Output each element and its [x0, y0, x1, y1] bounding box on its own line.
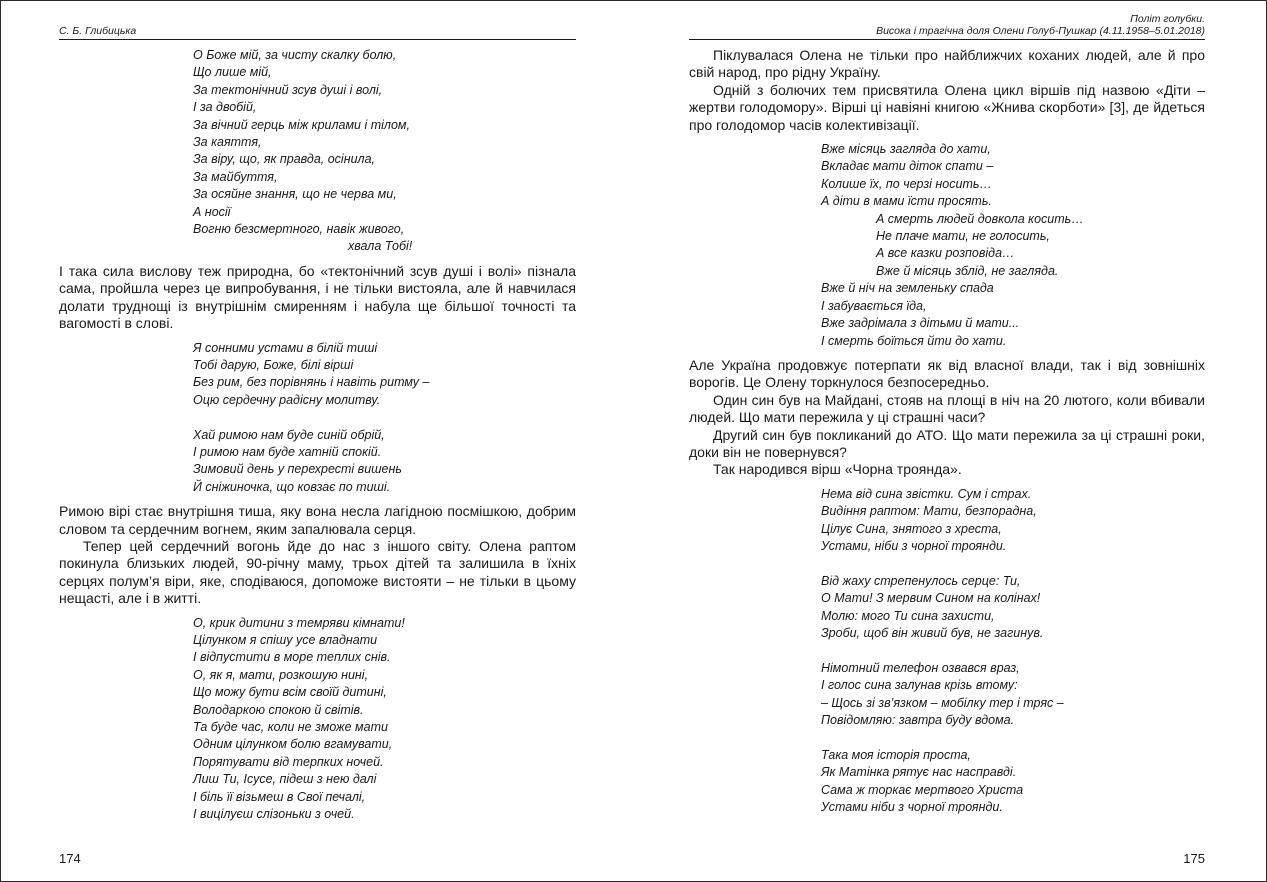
poem-line: О Боже мій, за чисту скалку болю, [193, 48, 397, 62]
poem-line: Сама ж торкає мертвого Христа [821, 782, 1024, 797]
poem-line: За віру, що, як правда, осінила, [193, 152, 376, 167]
poem-line: О, крик дитини з темряви кімнати! [193, 615, 405, 630]
right-page-number: 175 [1183, 851, 1205, 866]
right-page [689, 1, 1205, 881]
left-paragraph-1: І така сила вислову теж природна, бо «тектонічний зсув душі і волі» пізнала сама, пройшла через це випробування, і не тільки вистояла, але й навчилася долати труднощі із внутрішнім смиренням і набула ще більшої точності та вагомості в слові. [59, 262, 576, 332]
poem-line: Вже й ніч на земленьку спада [821, 281, 994, 296]
left-poem-3 [59, 615, 576, 824]
poem-line: А все казки розповіда… [876, 246, 1015, 261]
poem-line: І біль її візьмеш в Свої печалі, [193, 789, 366, 804]
poem-line: А діти в мами їсти просять. [821, 194, 992, 209]
left-running-header: С. Б. Глибицька [59, 25, 576, 40]
poem-line: Вкладає мати діток спати – [821, 159, 994, 174]
poem-line: А смерть людей довкола косить… [876, 211, 1084, 226]
right-header-line-1: Політ голубки. [1130, 13, 1205, 25]
poem-line: Володаркою спокою й світів. [193, 702, 364, 717]
poem-line: І вицілуєш слізоньки з очей. [193, 807, 355, 822]
poem-line: Вже й місяць зблід, не загляда. [876, 263, 1059, 278]
poem-line: Хай римою нам буде синій обрій, [193, 427, 385, 442]
poem-line: І римою нам буде хатній спокій. [193, 444, 382, 459]
poem-line: Молю: мого Ти сина захисти, [821, 608, 995, 623]
poem-line: І забувається їда, [821, 298, 927, 313]
right-paragraph-4: Один син був на Майдані, стояв на площі в ніч на 20 лютого, коли вбивали людей. Що мати пережила у ці страшні часи? [689, 391, 1205, 426]
poem-line: За тектонічний зсув душі і волі, [193, 82, 383, 97]
poem-line: Вогню безсмертного, навік живого, [193, 222, 405, 237]
poem-line: Порятувати від терпких ночей. [193, 754, 384, 769]
left-poem-2 [59, 340, 576, 497]
poem-line: хвала Тобі! [348, 239, 413, 254]
poem-line: Устами ніби з чорної троянди. [821, 800, 1003, 815]
poem-line: Що лише мій, [193, 65, 272, 80]
left-paragraph-2: Римою вірі стає внутрішня тиша, яку вона несла лагідною посмішкою, добрим словом та сердечним вогнем, яким запалювала серця. [59, 503, 576, 537]
poem-line: Від жаху стрепенулось серце: Ти, [821, 573, 1021, 588]
poem-line: За майбуття, [193, 169, 278, 184]
poem-line: Лиш Ти, Ісусе, підеш з нею далі [193, 772, 377, 787]
right-paragraph-3: Але Україна продовжує потерпати як від власної влади, так і від зовнішніх ворогів. Це Олену торкнулося безпосередньо. [689, 356, 1205, 391]
poem-line: І голос сина залунав крізь втому: [821, 678, 1018, 693]
left-poem-1 [59, 47, 576, 256]
poem-line: Цілунком я спішу усе владнати [193, 632, 378, 647]
left-page-number: 174 [59, 851, 81, 866]
right-paragraph-2: Одній з болючих тем присвятила Олена цикл віршів під назвою «Діти – жертви голодомору». Вірші ці навіяні книгою «Жнива скорботи» [3], де йдеться про голодомор часів колективізації. [689, 81, 1205, 133]
poem-line: О Мати! З мервим Сином на колінах! [821, 591, 1041, 606]
poem-line: Та буде час, коли не зможе мати [193, 720, 388, 735]
poem-line: Зимовий день у перехресті вишень [193, 462, 402, 477]
poem-line: Тобі дарую, Боже, білі вірші [193, 357, 354, 372]
poem-line: Вже місяць загляда до хати, [821, 142, 991, 157]
right-paragraph-6: Так народився вірш «Чорна троянда». [713, 461, 962, 478]
poem-line: Одним цілунком болю вгамувати, [193, 737, 393, 752]
right-poem-2 [689, 486, 1205, 817]
poem-line: І відпустити в море теплих снів. [193, 650, 391, 665]
poem-line: І за двобій, [193, 100, 257, 115]
poem-line: Я сонними устами в білій тиші [193, 340, 378, 355]
poem-line: Видіння раптом: Мати, безпорадна, [821, 504, 1037, 519]
poem-line: І смерть боїться йти до хати. [821, 333, 1007, 348]
right-header-line-2: Висока і трагічна доля Олени Голуб-Пушкар (4.11.1958–5.01.2018) [876, 25, 1205, 37]
poem-line: Цілує Сина, знятого з хреста, [821, 521, 1002, 536]
right-poem-1 [689, 141, 1205, 350]
poem-line: Німотний телефон озвався враз, [821, 660, 1020, 675]
poem-line: Колише їх, по черзі носить… [821, 176, 992, 191]
poem-line: Така моя історія проста, [821, 747, 971, 762]
left-paragraph-3: Тепер цей сердечний вогонь йде до нас з іншого світу. Олена раптом покинула близьких людей, 90-річну маму, трьох дітей та залишила в їхніх серцях полум’я віри, яке, сподіваюся, допоможе вистояти – не тільки в цьому нещасті, але і в житті. [59, 537, 576, 607]
left-page-body [59, 47, 576, 823]
left-page [59, 1, 576, 881]
right-running-header [689, 13, 1205, 40]
poem-line: Як Матінка рятує нас насправді. [821, 765, 1017, 780]
poem-line: Оцю сердечну радісну молитву. [193, 392, 381, 407]
poem-line: Й сніжиночка, що ковзає по тиші. [193, 479, 391, 494]
poem-line: Вже задрімала з дітьми й мати... [821, 316, 1020, 331]
poem-line: За каяття, [193, 135, 262, 150]
poem-line: Устами, ніби з чорної троянди. [821, 538, 1007, 553]
right-paragraph-1: Піклувалася Олена не тільки про найближчих коханих людей, але й про свій народ, про рідну Україну. [689, 47, 1205, 81]
poem-line: Зроби, щоб він живий був, не загинув. [821, 625, 1044, 640]
right-page-body [689, 47, 1205, 816]
poem-line: О, як я, мати, розкошую нині, [193, 667, 369, 682]
poem-line: Повідомляю: завтра буду вдома. [821, 713, 1015, 727]
poem-line: За осяйне знання, що не черва ми, [193, 187, 397, 202]
poem-line: – Щось зі зв’язком – мобілку тер і тряс – [821, 695, 1064, 710]
poem-line: Що можу бути всім своїй дитині, [193, 685, 387, 700]
right-paragraph-5: Другий син був покликаний до АТО. Що мати пережила за ці страшні роки, доки він не повернувся? [689, 426, 1205, 460]
poem-line: А носії [193, 204, 231, 219]
poem-line: Не плаче мати, не голосить, [876, 229, 1050, 244]
poem-line: За вічний герць між крилами і тілом, [193, 117, 410, 132]
poem-line: Нема від сина звістки. Сум і страх. [821, 486, 1032, 501]
poem-line: Без рим, без порівнянь і навіть ритму – [193, 375, 430, 390]
